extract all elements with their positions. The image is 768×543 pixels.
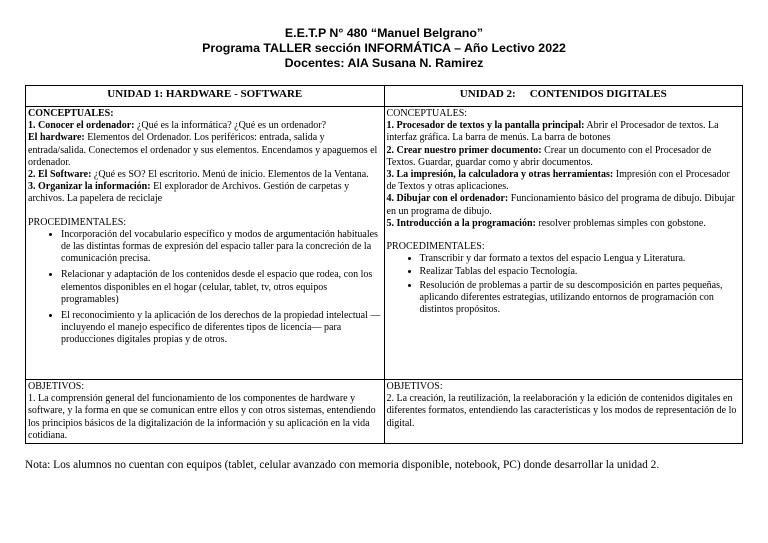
unit2-objectives	[384, 380, 743, 444]
school-name: E.E.T.P N° 480 “Manuel Belgrano”	[284, 26, 484, 40]
item-text: ¿Qué es SO? El escritorio. Menú de inicio. Elementos de la Ventana.	[91, 169, 369, 181]
table-header-row	[26, 86, 743, 107]
footnote: Nota: Los alumnos no cuentan con equipos (tablet, celular avanzado con memoria disponible, notebook, PC) donde desarrollar la unidad 2.	[25, 459, 660, 471]
bullet-item: • Transcribir y dar formato a textos del espacio Lengua y Literatura.	[420, 253, 741, 265]
teacher-line: Docentes: AIA Susana N. Ramirez	[284, 56, 484, 70]
list-item	[387, 120, 741, 144]
item-text: Elementos del Ordenador. Los periféricos: entrada, salida y entrada/salida. Conectemos el ordenador y sus elementos. Encendamos y apaguemos el ordenador.	[28, 132, 378, 168]
unit1-objetivos-label: OBJETIVOS:	[28, 381, 85, 392]
list-item	[387, 145, 741, 169]
item-heading: 1. Conocer el ordenador:	[28, 120, 135, 132]
unit2-content	[384, 107, 743, 380]
unit2-title	[384, 86, 743, 107]
item-text: ¿Qué es la informática? ¿Qué es un ordenador?	[134, 120, 327, 132]
item-heading: El hardware:	[28, 132, 85, 144]
unit2-title-name: CONTENIDOS DIGITALES	[529, 88, 667, 100]
list-item	[387, 169, 741, 193]
unit2-conceptuales-label: CONCEPTUALES:	[386, 108, 468, 119]
item-text: Abrir el Procesador de textos. La interfaz gráfica. La barra de menús. La barra de botones	[386, 120, 719, 144]
item-text: Funcionamiento básico del programa de dibujo. Dibujar en un programa de dibujo.	[386, 193, 735, 217]
list-item	[387, 218, 741, 230]
item-heading: 3. La impresión, la calculadora y otras herramientas:	[386, 169, 614, 181]
item-text: resolver problemas simples con gobstone.	[535, 217, 706, 229]
unit1-title: UNIDAD 1: HARDWARE - SOFTWARE	[26, 86, 385, 107]
objectives-row	[26, 380, 743, 444]
list-item	[28, 181, 382, 205]
item-text: El explorador de Archivos. Gestión de carpetas y archivos. La papelera de reciclaje	[28, 181, 350, 205]
item-heading: 1. Procesador de textos y la pantalla principal:	[386, 120, 585, 132]
unit1-objectives	[26, 380, 385, 444]
unit1-procedimentales-label: PROCEDIMENTALES:	[28, 216, 127, 228]
unit1-conceptuales-label: CONCEPTUALES:	[28, 108, 114, 119]
list-item	[28, 120, 382, 132]
list-item	[28, 169, 382, 181]
content-row	[26, 107, 743, 380]
item-heading: 3. Organizar la información:	[28, 181, 151, 193]
item-text: Impresión con el Procesador de Textos y otras aplicaciones.	[386, 169, 730, 193]
bullet-item: • Relacionar y adaptación de los contenidos desde el espacio que rodea, con los elementos disponibles en el hogar (celular, tablet, tv, otros equipos programables)	[61, 269, 382, 306]
item-heading: 4. Dibujar con el ordenador:	[386, 193, 509, 205]
unit2-procedimentales-list	[387, 253, 741, 316]
bullet-item: • Resolución de problemas a partir de su descomposición en partes pequeñas, aplicando diferentes estrategias, utilizando entornos de programación con distintos propósitos.	[420, 280, 741, 317]
list-item	[28, 132, 382, 169]
program-title: Programa TALLER sección INFORMÁTICA – Año Lectivo 2022	[202, 41, 566, 55]
item-heading: 5. Introducción a la programación:	[386, 217, 536, 229]
item-text: Crear un documento con el Procesador de Textos. Guardar, guardar como y abrir documentos.	[386, 144, 712, 168]
unit2-objetivo-text: 2. La creación, la reutilización, la reelaboración y la edición de contenidos digitales en diferentes formatos, entendiendo las características y los modos de representación de lo digital.	[386, 393, 737, 429]
bullet-item: • Incorporación del vocabulario específico y modos de argumentación habituales de las distintas formas de expresión del espacio taller para la concreción de la comunicación precisa.	[61, 229, 382, 266]
bullet-item: • El reconocimiento y la aplicación de los derechos de la propiedad intelectual —incluyendo el manejo específico de diferentes tipos de licencia— para producciones digitales propias y de otros.	[61, 310, 382, 347]
list-item	[387, 193, 741, 217]
document-header	[0, 26, 768, 71]
unit1-procedimentales-list	[28, 229, 382, 347]
unit2-procedimentales-label: PROCEDIMENTALES:	[386, 241, 485, 253]
unit2-objetivos-label: OBJETIVOS:	[386, 381, 443, 392]
item-heading: 2. El Software:	[28, 169, 92, 181]
item-heading: 2. Crear nuestro primer documento:	[386, 144, 542, 156]
bullet-item: • Realizar Tablas del espacio Tecnología.	[420, 266, 741, 278]
program-table	[25, 85, 743, 444]
unit1-objetivo-text: 1. La comprensión general del funcionamiento de los componentes de hardware y software, y la forma en que se comunican entre ellos y con otros sistemas, entendiendo los principios básicos de la digitalización de la información y su aplicación en la vida cotidiana.	[28, 393, 376, 441]
unit2-title-number: UNIDAD 2:	[459, 88, 516, 100]
unit1-content	[26, 107, 385, 380]
